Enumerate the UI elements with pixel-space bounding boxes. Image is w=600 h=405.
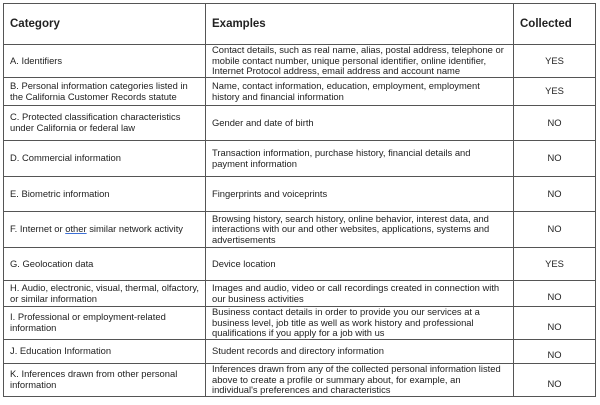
examples-cell: Images and audio, video or call recordings created in connection with our business activities bbox=[206, 281, 514, 307]
table-row bbox=[4, 106, 596, 141]
table-row bbox=[4, 307, 596, 340]
category-cell: K. Inferences drawn from other personal information bbox=[4, 364, 206, 397]
examples-cell: Fingerprints and voiceprints bbox=[206, 177, 514, 212]
examples-cell: Device location bbox=[206, 248, 514, 281]
table-row bbox=[4, 45, 596, 78]
table-header-row bbox=[4, 4, 596, 45]
category-text-end: similar network activity bbox=[86, 223, 183, 235]
category-cell: J. Education Information bbox=[4, 340, 206, 364]
collected-cell bbox=[514, 307, 596, 340]
collected-value: NO bbox=[547, 349, 562, 361]
collected-cell bbox=[514, 248, 596, 281]
header-category: Category bbox=[4, 4, 206, 45]
collected-value: YES bbox=[545, 85, 564, 97]
collected-value: NO bbox=[547, 152, 562, 164]
collected-cell bbox=[514, 212, 596, 248]
examples-cell: Browsing history, search history, online behavior, interest data, and interactions with our and other websites, applications, systems and advertisements bbox=[206, 212, 514, 248]
collected-value: NO bbox=[547, 320, 562, 332]
collected-value: NO bbox=[547, 223, 562, 235]
examples-cell: Name, contact information, education, employment, employment history and financial information bbox=[206, 78, 514, 106]
table-row bbox=[4, 281, 596, 307]
table-row bbox=[4, 248, 596, 281]
collected-value: NO bbox=[547, 187, 562, 199]
table-row bbox=[4, 177, 596, 212]
collected-cell bbox=[514, 281, 596, 307]
category-cell: D. Commercial information bbox=[4, 141, 206, 177]
collected-cell bbox=[514, 177, 596, 212]
examples-cell: Contact details, such as real name, alias, postal address, telephone or mobile contact number, unique personal identifier, online identifier, Internet Protocol address, email address and account name bbox=[206, 45, 514, 78]
category-cell: I. Professional or employment-related information bbox=[4, 307, 206, 340]
examples-cell: Gender and date of birth bbox=[206, 106, 514, 141]
category-cell: C. Protected classification characteristics under California or federal law bbox=[4, 106, 206, 141]
category-cell: A. Identifiers bbox=[4, 45, 206, 78]
table-row bbox=[4, 212, 596, 248]
examples-cell: Inferences drawn from any of the collected personal information listed above to create a profile or summary about, for example, an individual's preferences and characteristics bbox=[206, 364, 514, 397]
collected-cell bbox=[514, 340, 596, 364]
collected-value: NO bbox=[547, 116, 562, 128]
personal-information-table bbox=[3, 3, 596, 397]
category-cell: G. Geolocation data bbox=[4, 248, 206, 281]
examples-cell: Transaction information, purchase history, financial details and payment information bbox=[206, 141, 514, 177]
collected-value: NO bbox=[547, 291, 562, 303]
category-cell: E. Biometric information bbox=[4, 177, 206, 212]
category-cell: B. Personal information categories listed in the California Customer Records statute bbox=[4, 78, 206, 106]
collected-value: NO bbox=[547, 377, 562, 389]
examples-cell: Student records and directory information bbox=[206, 340, 514, 364]
table-row bbox=[4, 364, 596, 397]
header-collected: Collected bbox=[514, 4, 596, 45]
header-examples: Examples bbox=[206, 4, 514, 45]
table-row bbox=[4, 141, 596, 177]
collected-value: YES bbox=[545, 257, 564, 269]
collected-cell bbox=[514, 45, 596, 78]
collected-cell bbox=[514, 141, 596, 177]
examples-cell: Business contact details in order to provide you our services at a business level, job title as well as work history and professional qualifications if you apply for a job with us bbox=[206, 307, 514, 340]
collected-cell bbox=[514, 78, 596, 106]
table-row bbox=[4, 78, 596, 106]
collected-value: YES bbox=[545, 54, 564, 66]
category-cell bbox=[4, 212, 206, 248]
collected-cell bbox=[514, 364, 596, 397]
other-link[interactable]: other bbox=[65, 223, 87, 235]
category-text-start: F. Internet or bbox=[10, 223, 66, 235]
table-row bbox=[4, 340, 596, 364]
collected-cell bbox=[514, 106, 596, 141]
category-cell: H. Audio, electronic, visual, thermal, olfactory, or similar information bbox=[4, 281, 206, 307]
